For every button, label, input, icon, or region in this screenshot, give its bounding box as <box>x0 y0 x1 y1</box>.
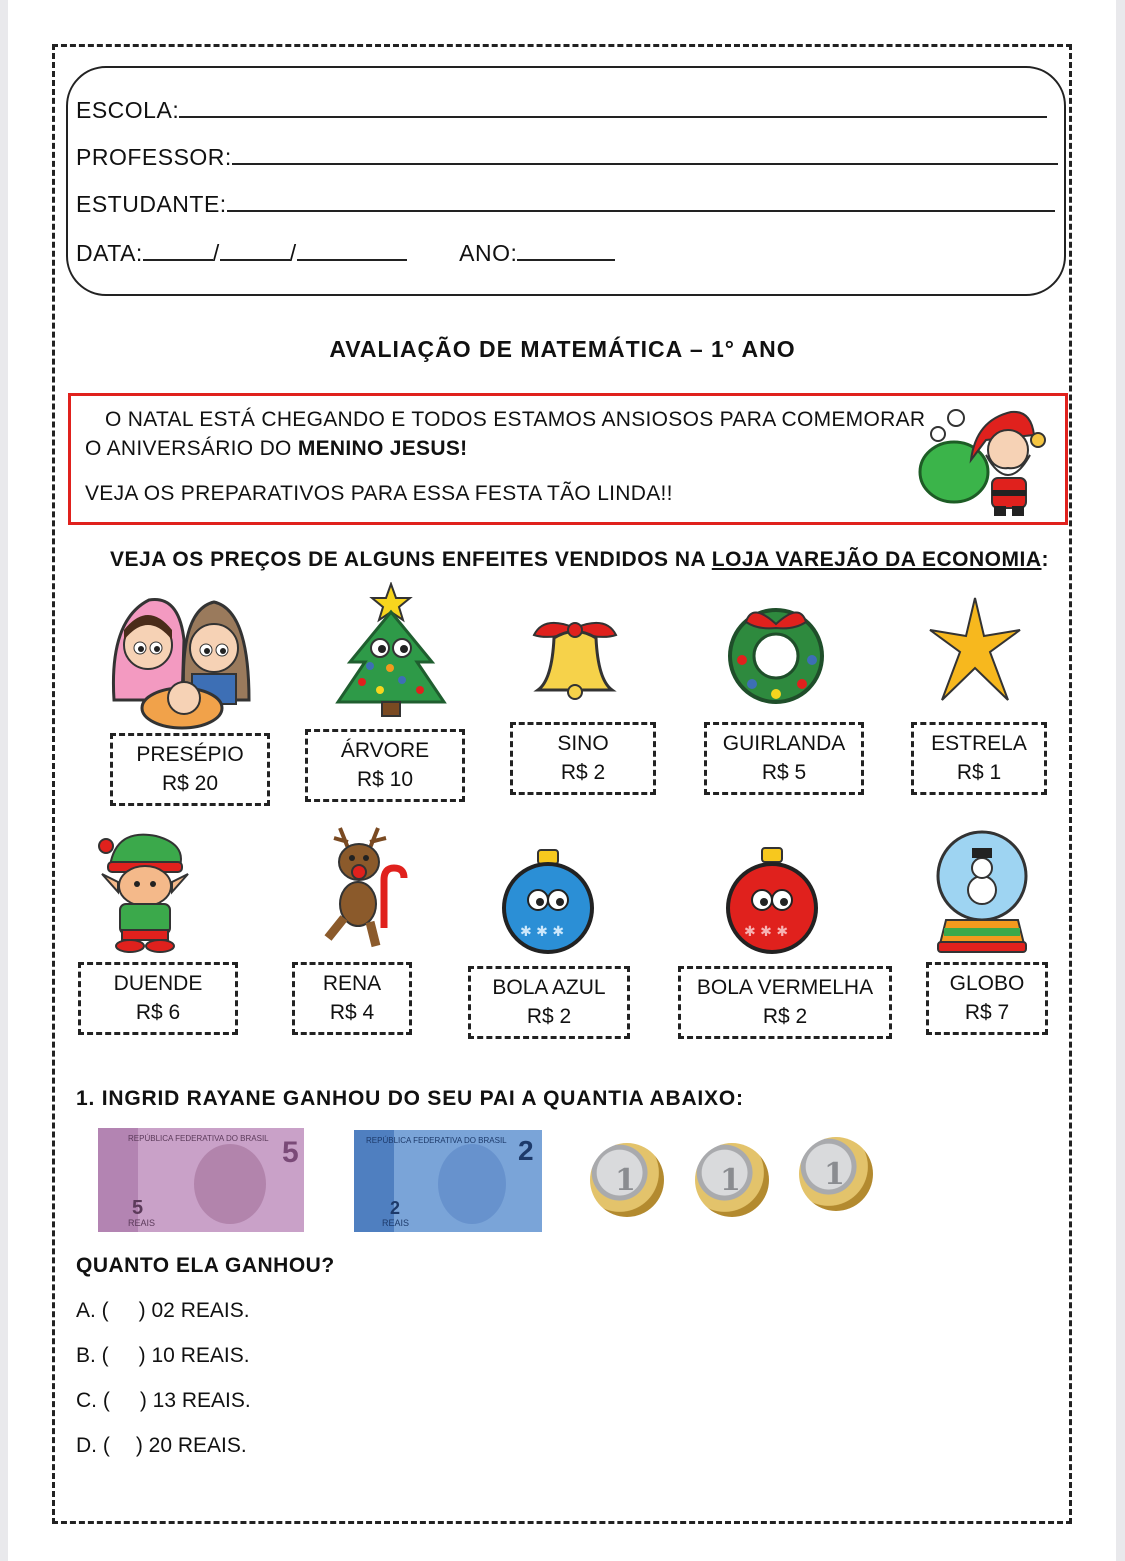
two-reais-banknote-icon <box>354 1130 542 1232</box>
two-note-header: REPÚBLICA FEDERATIVA DO BRASIL <box>366 1136 507 1145</box>
item-price: R$ 2 <box>526 1005 572 1028</box>
year-field[interactable] <box>297 243 407 261</box>
item-price: R$ 2 <box>762 1005 808 1028</box>
item-price: R$ 4 <box>329 1001 375 1024</box>
blue-ornament-icon <box>500 848 596 954</box>
prices-heading-colon: : <box>1041 548 1050 571</box>
red-ornament-icon <box>724 846 820 954</box>
question-1-statement: 1. INGRID RAYANE GANHOU DO SEU PAI A QUANTIA ABAIXO: <box>76 1087 744 1110</box>
item-price: R$ 20 <box>161 772 219 795</box>
option-letter: B. ( <box>76 1344 109 1367</box>
two-note-unit: REAIS <box>382 1218 410 1228</box>
estudante-label: ESTUDANTE: <box>76 191 227 217</box>
reindeer-icon <box>314 818 410 952</box>
item-name: BOLA VERMELHA <box>696 976 874 999</box>
bell-icon <box>524 610 626 702</box>
svg-text:✱ ✱ ✱: ✱ ✱ ✱ <box>520 924 565 940</box>
answer-option-c[interactable] <box>76 1389 251 1413</box>
svg-text:✱ ✱ ✱: ✱ ✱ ✱ <box>744 924 789 940</box>
item-price-card <box>305 729 465 802</box>
five-note-value-large: 5 <box>282 1136 299 1169</box>
option-letter: D. ( <box>76 1434 110 1457</box>
snow-globe-icon <box>934 828 1030 956</box>
item-name: ESTRELA <box>931 732 1027 755</box>
item-price: R$ 1 <box>956 761 1002 784</box>
coin-value: 1 <box>615 1163 636 1198</box>
elf-icon <box>96 824 194 954</box>
item-price-card <box>911 722 1047 795</box>
intro-line-1: O NATAL ESTÁ CHEGANDO E TODOS ESTAMOS ANSIOSOS PARA COMEMORAR <box>105 408 926 431</box>
month-field[interactable] <box>220 243 290 261</box>
item-name: BOLA AZUL <box>492 976 606 999</box>
christmas-tree-icon <box>330 582 452 722</box>
option-letter: C. ( <box>76 1389 110 1412</box>
santa-claus-icon <box>916 400 1051 520</box>
item-price-card <box>292 962 412 1035</box>
day-field[interactable] <box>143 243 213 261</box>
question-1-prompt: QUANTO ELA GANHOU? <box>76 1254 335 1277</box>
one-real-coin-icon <box>590 1143 664 1217</box>
ano-label: ANO: <box>459 240 518 266</box>
intro-line-2 <box>85 437 467 461</box>
five-note-header: REPÚBLICA FEDERATIVA DO BRASIL <box>128 1134 269 1143</box>
option-text: ) 10 REAIS. <box>138 1344 250 1367</box>
two-note-value-small: 2 <box>390 1198 401 1218</box>
professor-line <box>76 144 1058 171</box>
item-price: R$ 5 <box>761 761 807 784</box>
prices-heading-text: VEJA OS PREÇOS DE ALGUNS ENFEITES VENDIDOS NA <box>110 548 712 571</box>
option-text: ) 13 REAIS. <box>139 1389 251 1412</box>
answer-option-d[interactable] <box>76 1434 247 1458</box>
item-price-card <box>926 962 1048 1035</box>
page-title: AVALIAÇÃO DE MATEMÁTICA – 1° ANO <box>329 336 796 362</box>
item-price: R$ 6 <box>135 1001 181 1024</box>
item-name: RENA <box>322 972 382 995</box>
one-real-coin-icon <box>695 1143 769 1217</box>
item-price: R$ 2 <box>560 761 606 784</box>
answer-option-b[interactable] <box>76 1344 250 1368</box>
escola-line <box>76 97 1047 124</box>
coin-value: 1 <box>720 1163 741 1198</box>
intro-line-3: VEJA OS PREPARATIVOS PARA ESSA FESTA TÃO LINDA!! <box>85 482 673 505</box>
estudante-field[interactable] <box>227 194 1055 212</box>
item-name: SINO <box>557 732 609 755</box>
answer-option-a[interactable] <box>76 1299 250 1323</box>
item-name: GLOBO <box>949 972 1025 995</box>
star-icon <box>928 596 1022 706</box>
option-text: ) 02 REAIS. <box>138 1299 250 1322</box>
item-price-card <box>510 722 656 795</box>
item-price: R$ 10 <box>356 768 414 791</box>
item-price-card <box>110 733 270 806</box>
item-price: R$ 7 <box>964 1001 1010 1024</box>
prices-heading <box>110 548 1049 572</box>
five-note-unit: REAIS <box>128 1218 156 1228</box>
ano-field[interactable] <box>517 243 615 261</box>
professor-field[interactable] <box>232 147 1058 165</box>
two-note-value-large: 2 <box>518 1135 534 1166</box>
intro-box <box>68 393 1068 525</box>
intro-line-2-bold: MENINO JESUS! <box>297 437 468 460</box>
estudante-line <box>76 191 1055 218</box>
professor-label: PROFESSOR: <box>76 144 232 170</box>
item-name: PRESÉPIO <box>136 743 244 766</box>
escola-label: ESCOLA: <box>76 97 180 123</box>
data-line <box>76 240 615 267</box>
date-separator: / <box>212 240 220 266</box>
store-name: LOJA VAREJÃO DA ECONOMIA <box>711 548 1042 571</box>
item-name: ÁRVORE <box>340 739 430 762</box>
option-text: ) 20 REAIS. <box>135 1434 247 1457</box>
option-letter: A. ( <box>76 1299 109 1322</box>
coin-value: 1 <box>824 1157 845 1192</box>
nativity-icon <box>104 590 254 730</box>
date-separator: / <box>289 240 297 266</box>
one-real-coin-icon <box>799 1137 873 1211</box>
item-price-card <box>678 966 892 1039</box>
item-name: GUIRLANDA <box>722 732 846 755</box>
intro-line-2-text: O ANIVERSÁRIO DO <box>85 437 298 460</box>
item-price-card <box>78 962 238 1035</box>
wreath-icon <box>722 600 830 708</box>
data-label: DATA: <box>76 240 143 266</box>
item-name: DUENDE <box>113 972 203 995</box>
five-reais-banknote-icon <box>98 1128 304 1232</box>
item-price-card <box>468 966 630 1039</box>
escola-field[interactable] <box>179 100 1047 118</box>
five-note-value-small: 5 <box>132 1197 144 1219</box>
item-price-card <box>704 722 864 795</box>
